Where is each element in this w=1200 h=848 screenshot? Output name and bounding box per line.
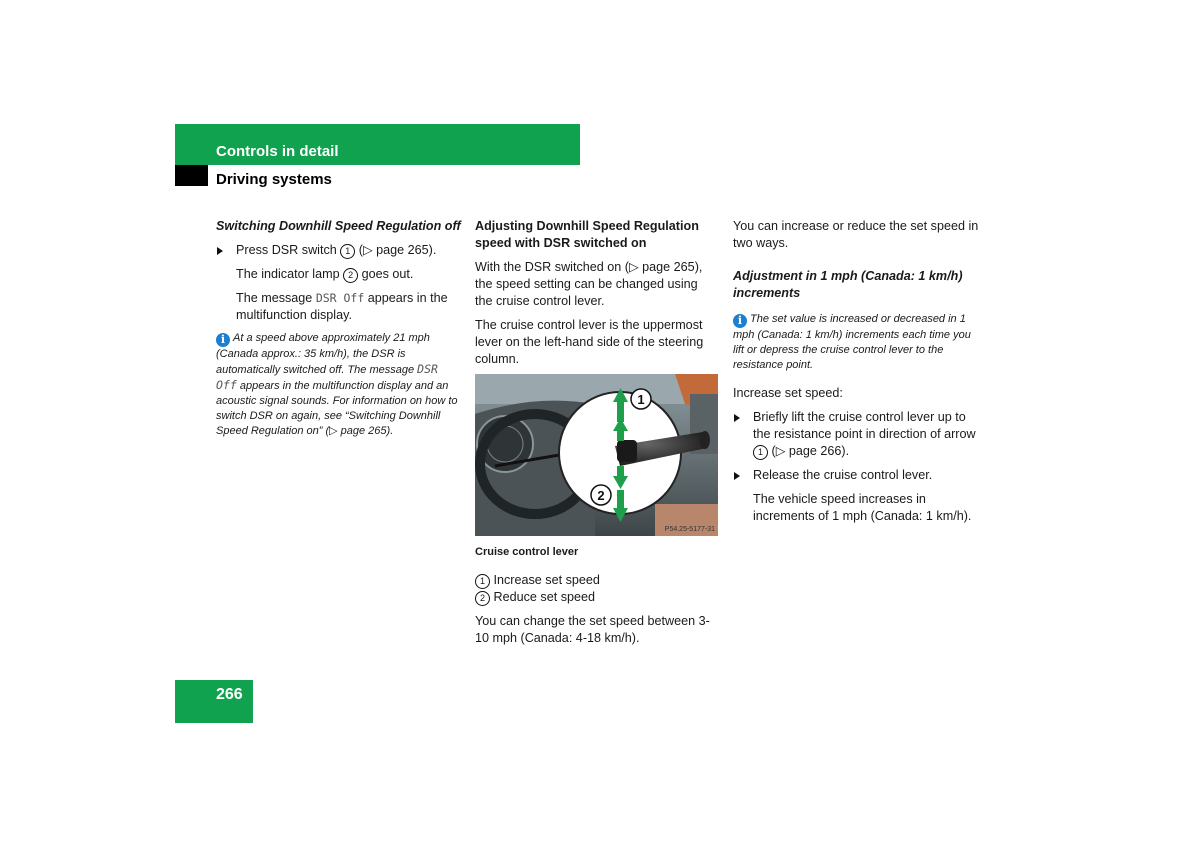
callout-number: 1 bbox=[475, 574, 490, 589]
bullet-arrow-icon bbox=[734, 414, 740, 422]
col3-result: The vehicle speed increases in increments of 1 mph (Canada: 1 km/h). bbox=[753, 492, 972, 523]
display-message: DSR Off bbox=[216, 362, 438, 392]
display-message: DSR Off bbox=[315, 291, 365, 305]
col2-paragraph-1: With the DSR switched on (▷ page 265), the speed setting can be changed using the cruise control lever. bbox=[475, 260, 703, 308]
legend-item-1 bbox=[475, 572, 718, 589]
svg-text:1: 1 bbox=[637, 392, 645, 407]
page-number: 266 bbox=[216, 686, 243, 703]
col2-heading: Adjusting Downhill Speed Regulation speed with DSR switched on bbox=[475, 219, 699, 250]
page-ref-link[interactable]: (▷ page 266). bbox=[771, 444, 850, 458]
step-text: Press DSR switch bbox=[236, 243, 337, 257]
callout-number: 1 bbox=[340, 244, 355, 259]
col1-result-1 bbox=[216, 266, 462, 283]
col3-info-note bbox=[733, 312, 981, 373]
bullet-arrow-icon bbox=[734, 472, 740, 480]
column-2 bbox=[475, 218, 718, 654]
figure-caption: Cruise control lever bbox=[475, 546, 579, 558]
column-1 bbox=[216, 218, 462, 446]
col2-paragraph-2: The cruise control lever is the uppermost lever on the left-hand side of the steering column. bbox=[475, 318, 704, 366]
col3-heading: Adjustment in 1 mph (Canada: 1 km/h) increments bbox=[733, 269, 963, 300]
legend-text: Increase set speed bbox=[493, 573, 600, 587]
info-icon: i bbox=[216, 333, 230, 347]
bullet-arrow-icon bbox=[217, 247, 223, 255]
step-text: Release the cruise control lever. bbox=[753, 468, 933, 482]
col3-label: Increase set speed: bbox=[733, 386, 843, 400]
svg-text:2: 2 bbox=[597, 488, 605, 503]
result-text: The indicator lamp bbox=[236, 267, 340, 281]
col2-paragraph-3: You can change the set speed between 3-10 mph (Canada: 4-18 km/h). bbox=[475, 614, 710, 645]
result-text: The message bbox=[236, 291, 313, 305]
result-text: appears in the multifunction display. bbox=[236, 291, 448, 322]
figure-code: P54.25-5177-31 bbox=[664, 526, 715, 533]
section-title: Driving systems bbox=[216, 171, 332, 188]
chapter-title: Controls in detail bbox=[216, 143, 339, 160]
step-text: Briefly lift the cruise control lever up to the resistance point in direction of arrow bbox=[753, 410, 976, 441]
col3-paragraph-1: You can increase or reduce the set speed in two ways. bbox=[733, 219, 979, 250]
note-text: At a speed above approximately 21 mph (Canada approx.: 35 km/h), the DSR is automatically switched off. The message bbox=[216, 332, 430, 376]
col1-step-1 bbox=[216, 242, 462, 259]
note-text: The set value is increased or decreased in 1 mph (Canada: 1 km/h) increments each time you lift or depress the cruise control lever to the resistance point. bbox=[733, 313, 971, 371]
legend-text: Reduce set speed bbox=[493, 590, 596, 604]
callout-number: 1 bbox=[753, 445, 768, 460]
col3-step-1 bbox=[733, 409, 981, 460]
cruise-control-lever-figure bbox=[475, 374, 718, 536]
cruise-control-illustration bbox=[475, 374, 718, 536]
legend-item-2 bbox=[475, 589, 718, 606]
callout-number: 2 bbox=[475, 591, 490, 606]
result-text: goes out. bbox=[361, 267, 414, 281]
page-ref-link[interactable]: (▷ page 265). bbox=[358, 243, 437, 257]
section-marker bbox=[175, 165, 208, 186]
col1-info-note bbox=[216, 331, 462, 439]
note-text: appears in the multifunction display and an acoustic signal sounds. For information on how to switch DSR on again, see “Switching Downhill Speed Regulation on” (▷ page 265). bbox=[216, 380, 458, 437]
callout-number: 2 bbox=[343, 268, 358, 283]
col1-result-2 bbox=[216, 290, 462, 324]
col1-heading: Switching Downhill Speed Regulation off bbox=[216, 219, 461, 233]
col3-step-2 bbox=[733, 467, 981, 484]
info-icon: i bbox=[733, 314, 747, 328]
column-3 bbox=[733, 218, 981, 532]
